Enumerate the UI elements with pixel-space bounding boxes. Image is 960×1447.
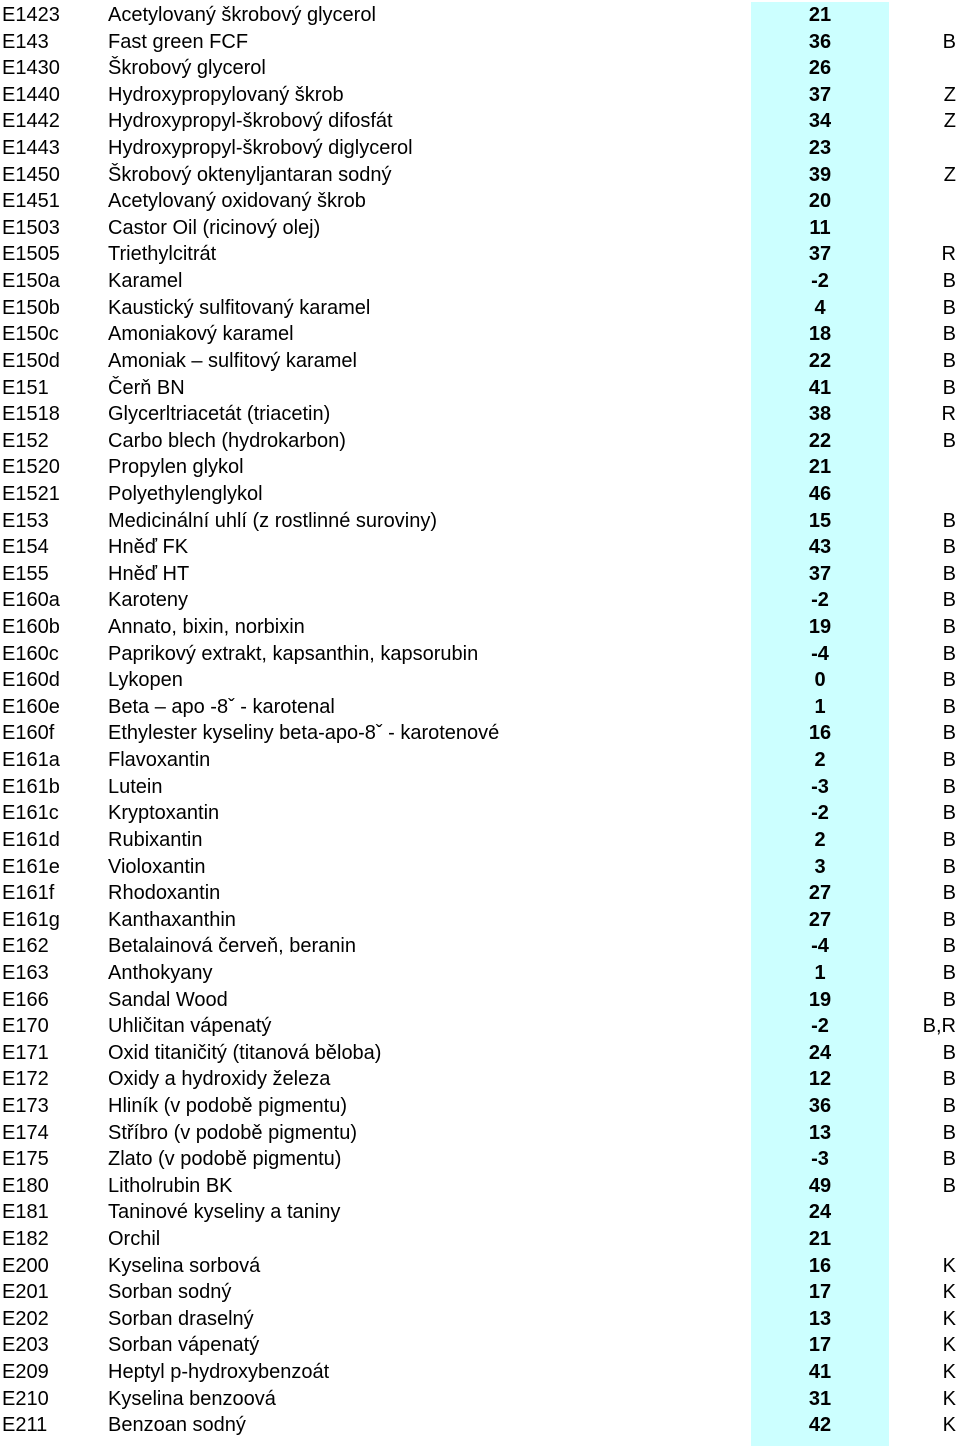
additive-code: E160f bbox=[2, 722, 55, 745]
additive-category: B bbox=[942, 429, 956, 452]
additive-name: Violoxantin bbox=[108, 855, 206, 878]
additive-name: Hydroxypropylovaný škrob bbox=[108, 83, 344, 106]
additive-score: 39 bbox=[808, 163, 832, 186]
additive-code: E1450 bbox=[2, 163, 60, 186]
additive-score: 2 bbox=[814, 749, 826, 772]
additive-name: Amoniakový karamel bbox=[108, 323, 294, 346]
additive-category: B bbox=[942, 589, 956, 612]
additive-code: E1503 bbox=[2, 216, 60, 239]
additive-category: B bbox=[942, 935, 956, 958]
additive-code: E1443 bbox=[2, 137, 60, 160]
additive-name: Sorban draselný bbox=[108, 1307, 254, 1330]
additive-score: 36 bbox=[808, 30, 832, 53]
additive-code: E161a bbox=[2, 749, 60, 772]
table-row bbox=[0, 321, 960, 348]
table-row bbox=[0, 1066, 960, 1093]
additive-name: Acetylovaný škrobový glycerol bbox=[108, 4, 376, 26]
table-row bbox=[0, 561, 960, 588]
additive-code: E160a bbox=[2, 589, 60, 612]
additive-score: 1 bbox=[814, 961, 826, 984]
additive-score: 36 bbox=[808, 1094, 832, 1117]
additive-name: Oxidy a hydroxidy železa bbox=[108, 1068, 331, 1091]
additive-code: E173 bbox=[2, 1094, 49, 1117]
additive-category: K bbox=[942, 1361, 956, 1384]
additive-name: Hněď HT bbox=[108, 562, 190, 585]
additive-score: 31 bbox=[808, 1387, 832, 1410]
additive-name: Taninové kyseliny a taniny bbox=[108, 1201, 341, 1224]
additive-score: 17 bbox=[808, 1334, 832, 1357]
additive-score: 2 bbox=[814, 828, 826, 851]
additive-name: Glycerltriacetát (triacetin) bbox=[108, 403, 331, 426]
additive-score: 0 bbox=[814, 669, 826, 692]
additive-category: K bbox=[942, 1307, 956, 1330]
table-row bbox=[0, 428, 960, 455]
additive-category: B bbox=[942, 270, 956, 293]
additive-name: Anthokyany bbox=[108, 961, 213, 984]
additive-category: B bbox=[942, 616, 956, 639]
additive-score: 3 bbox=[814, 855, 826, 878]
additive-code: E155 bbox=[2, 562, 49, 585]
table-row bbox=[0, 614, 960, 641]
additive-code: E1521 bbox=[2, 482, 60, 505]
additive-name: Hydroxypropyl-škrobový diglycerol bbox=[108, 137, 413, 160]
additive-code: E150b bbox=[2, 296, 60, 319]
table-row bbox=[0, 880, 960, 907]
table-row bbox=[0, 295, 960, 322]
additive-code: E160d bbox=[2, 669, 60, 692]
additive-score: 24 bbox=[808, 1041, 832, 1064]
additive-code: E1423 bbox=[2, 4, 60, 26]
additive-name: Kyselina benzoová bbox=[108, 1387, 276, 1410]
additive-category: B bbox=[942, 961, 956, 984]
additive-category: K bbox=[942, 1387, 956, 1410]
additive-code: E150a bbox=[2, 270, 60, 293]
additive-name: Acetylovaný oxidovaný škrob bbox=[108, 190, 366, 213]
additive-category: B bbox=[942, 1068, 956, 1091]
table-row bbox=[0, 1279, 960, 1306]
additive-name: Rubixantin bbox=[108, 828, 203, 851]
additive-name: Litholrubin BK bbox=[108, 1174, 233, 1197]
table-row bbox=[0, 827, 960, 854]
table-row bbox=[0, 1386, 960, 1413]
table-row bbox=[0, 454, 960, 481]
additive-score: 12 bbox=[808, 1068, 832, 1091]
additive-score: 23 bbox=[808, 137, 832, 160]
additive-category: B bbox=[942, 1121, 956, 1144]
additive-category: B bbox=[942, 908, 956, 931]
additive-category: B bbox=[942, 349, 956, 372]
additive-code: E211 bbox=[2, 1414, 48, 1437]
additive-name: Annato, bixin, norbixin bbox=[108, 616, 305, 639]
additive-name: Sandal Wood bbox=[108, 988, 228, 1011]
additive-name: Kryptoxantin bbox=[108, 802, 220, 825]
additive-name: Paprikový extrakt, kapsanthin, kapsorubin bbox=[108, 642, 479, 665]
additive-score: 13 bbox=[808, 1121, 832, 1144]
additive-code: E210 bbox=[2, 1387, 49, 1410]
table-row bbox=[0, 720, 960, 747]
additive-name: Lutein bbox=[108, 775, 163, 798]
additive-code: E181 bbox=[2, 1201, 49, 1224]
additive-code: E162 bbox=[2, 935, 49, 958]
table-row bbox=[0, 587, 960, 614]
table-row bbox=[0, 960, 960, 987]
additive-score: 24 bbox=[808, 1201, 832, 1224]
additive-name: Orchil bbox=[108, 1228, 161, 1251]
additive-score: 17 bbox=[808, 1281, 832, 1304]
additive-name: Stříbro (v podobě pigmentu) bbox=[108, 1121, 358, 1144]
additive-name: Rhodoxantin bbox=[108, 882, 221, 905]
additive-score: -3 bbox=[811, 1148, 829, 1171]
additive-code: E150c bbox=[2, 323, 59, 346]
table-row bbox=[0, 1226, 960, 1253]
additive-score: -4 bbox=[811, 935, 829, 958]
additive-code: E150d bbox=[2, 349, 60, 372]
additive-score: 16 bbox=[808, 1254, 832, 1277]
table-row bbox=[0, 29, 960, 56]
additive-score: 21 bbox=[808, 4, 832, 26]
additives-table bbox=[0, 2, 960, 1439]
additive-code: E163 bbox=[2, 961, 49, 984]
table-row bbox=[0, 401, 960, 428]
table-row bbox=[0, 1359, 960, 1386]
additive-code: E161d bbox=[2, 828, 60, 851]
additive-name: Amoniak – sulfitový karamel bbox=[108, 349, 357, 372]
additive-code: E175 bbox=[2, 1148, 49, 1171]
additive-code: E201 bbox=[2, 1281, 49, 1304]
additive-category: B bbox=[942, 1094, 956, 1117]
table-row bbox=[0, 188, 960, 215]
additive-score: 19 bbox=[808, 616, 832, 639]
additive-name: Ethylester kyseliny beta-apo-8ˇ - karotenové bbox=[108, 722, 500, 745]
additive-code: E151 bbox=[2, 376, 49, 399]
additive-code: E153 bbox=[2, 509, 49, 532]
table-row bbox=[0, 694, 960, 721]
additive-score: 22 bbox=[808, 429, 832, 452]
additive-name: Škrobový oktenyljantaran sodný bbox=[108, 163, 392, 186]
additive-code: E152 bbox=[2, 429, 49, 452]
additive-score: -2 bbox=[811, 1015, 829, 1038]
additive-category: Z bbox=[943, 83, 956, 106]
additive-code: E1518 bbox=[2, 403, 60, 426]
additive-score: 41 bbox=[808, 376, 832, 399]
table-row bbox=[0, 933, 960, 960]
additive-score: 43 bbox=[808, 536, 832, 559]
additive-name: Betalainová červeň, beranin bbox=[108, 935, 356, 958]
additive-name: Karoteny bbox=[108, 589, 189, 612]
additive-name: Benzoan sodný bbox=[108, 1414, 246, 1437]
additive-name: Hliník (v podobě pigmentu) bbox=[108, 1094, 348, 1117]
additive-name: Hněď FK bbox=[108, 536, 189, 559]
additive-score: -2 bbox=[811, 802, 829, 825]
table-row bbox=[0, 135, 960, 162]
additive-category: R bbox=[941, 243, 956, 266]
additive-code: E161b bbox=[2, 775, 60, 798]
table-row bbox=[0, 641, 960, 668]
additive-code: E1520 bbox=[2, 456, 60, 479]
additive-category: B bbox=[942, 296, 956, 319]
additive-code: E203 bbox=[2, 1334, 49, 1357]
additive-name: Flavoxantin bbox=[108, 749, 211, 772]
additive-name: Polyethylenglykol bbox=[108, 482, 263, 505]
additive-code: E182 bbox=[2, 1228, 49, 1251]
table-row bbox=[0, 907, 960, 934]
table-row bbox=[0, 1146, 960, 1173]
additive-category: B bbox=[942, 828, 956, 851]
additive-score: 37 bbox=[808, 83, 832, 106]
table-row bbox=[0, 1332, 960, 1359]
additive-score: 38 bbox=[808, 403, 832, 426]
additive-code: E209 bbox=[2, 1361, 49, 1384]
table-row bbox=[0, 800, 960, 827]
additive-code: E166 bbox=[2, 988, 49, 1011]
additive-category: B bbox=[942, 1174, 956, 1197]
additive-name: Uhličitan vápenatý bbox=[108, 1015, 272, 1038]
additive-score: 21 bbox=[808, 456, 832, 479]
additive-category: B bbox=[942, 882, 956, 905]
additive-code: E160e bbox=[2, 695, 60, 718]
table-row bbox=[0, 854, 960, 881]
table-row bbox=[0, 241, 960, 268]
table-row bbox=[0, 55, 960, 82]
additive-score: 1 bbox=[814, 695, 826, 718]
additive-code: E160b bbox=[2, 616, 60, 639]
additive-code: E170 bbox=[2, 1015, 49, 1038]
additive-category: B bbox=[942, 722, 956, 745]
additive-score: 13 bbox=[808, 1307, 832, 1330]
additive-score: 49 bbox=[808, 1174, 832, 1197]
table-row bbox=[0, 1013, 960, 1040]
additive-category: Z bbox=[943, 110, 956, 133]
additive-score: 19 bbox=[808, 988, 832, 1011]
additive-score: 27 bbox=[808, 882, 832, 905]
additive-name: Kanthaxanthin bbox=[108, 908, 236, 931]
additive-code: E172 bbox=[2, 1068, 49, 1091]
table-row bbox=[0, 747, 960, 774]
additive-name: Medicinální uhlí (z rostlinné suroviny) bbox=[108, 509, 438, 532]
additive-code: E1442 bbox=[2, 110, 60, 133]
additive-code: E174 bbox=[2, 1121, 49, 1144]
additive-name: Castor Oil (ricinový olej) bbox=[108, 216, 321, 239]
additive-category: B bbox=[942, 802, 956, 825]
additive-score: 21 bbox=[808, 1228, 832, 1251]
table-row bbox=[0, 1173, 960, 1200]
table-row bbox=[0, 1412, 960, 1439]
additive-category: B bbox=[942, 509, 956, 532]
additive-score: -3 bbox=[811, 775, 829, 798]
additive-category: B bbox=[942, 855, 956, 878]
additive-name: Oxid titaničitý (titanová běloba) bbox=[108, 1041, 382, 1064]
additive-category: B bbox=[942, 775, 956, 798]
additive-code: E202 bbox=[2, 1307, 49, 1330]
additive-category: B bbox=[942, 1041, 956, 1064]
additive-name: Lykopen bbox=[108, 669, 183, 692]
table-row bbox=[0, 481, 960, 508]
additive-category: B bbox=[942, 536, 956, 559]
additive-name: Carbo blech (hydrokarbon) bbox=[108, 429, 346, 452]
additive-category: B bbox=[942, 749, 956, 772]
additive-name: Hydroxypropyl-škrobový difosfát bbox=[108, 110, 393, 133]
additive-category: K bbox=[942, 1414, 956, 1437]
additive-score: 37 bbox=[808, 562, 832, 585]
additive-name: Triethylcitrát bbox=[108, 243, 217, 266]
table-row bbox=[0, 1306, 960, 1333]
table-row bbox=[0, 508, 960, 535]
additive-score: 37 bbox=[808, 243, 832, 266]
table-row bbox=[0, 534, 960, 561]
additive-category: K bbox=[942, 1334, 956, 1357]
additive-code: E143 bbox=[2, 30, 49, 53]
additive-code: E1505 bbox=[2, 243, 60, 266]
additive-category: B bbox=[942, 376, 956, 399]
additive-code: E1430 bbox=[2, 57, 60, 80]
additive-name: Zlato (v podobě pigmentu) bbox=[108, 1148, 342, 1171]
table-row bbox=[0, 987, 960, 1014]
additive-score: -2 bbox=[811, 589, 829, 612]
additive-code: E1451 bbox=[2, 190, 60, 213]
additive-code: E1440 bbox=[2, 83, 60, 106]
additive-code: E161e bbox=[2, 855, 60, 878]
additive-code: E161c bbox=[2, 802, 59, 825]
additive-score: 46 bbox=[808, 482, 832, 505]
table-row bbox=[0, 2, 960, 29]
additive-category: B bbox=[942, 562, 956, 585]
additive-name: Kyselina sorbová bbox=[108, 1254, 261, 1277]
table-row bbox=[0, 348, 960, 375]
additive-name: Sorban sodný bbox=[108, 1281, 232, 1304]
additive-score: 15 bbox=[808, 509, 832, 532]
additive-score: 18 bbox=[808, 323, 832, 346]
additive-name: Fast green FCF bbox=[108, 30, 249, 53]
additive-score: 42 bbox=[808, 1414, 832, 1437]
additive-name: Sorban vápenatý bbox=[108, 1334, 260, 1357]
additive-code: E161g bbox=[2, 908, 60, 931]
additive-score: -4 bbox=[811, 642, 829, 665]
table-row bbox=[0, 667, 960, 694]
table-row bbox=[0, 1040, 960, 1067]
additive-category: B bbox=[942, 642, 956, 665]
additive-code: E180 bbox=[2, 1174, 49, 1197]
additive-category: B bbox=[942, 988, 956, 1011]
additive-score: 34 bbox=[808, 110, 832, 133]
additive-name: Beta – apo -8ˇ - karotenal bbox=[108, 695, 335, 718]
additive-score: 20 bbox=[808, 190, 832, 213]
additive-score: 26 bbox=[808, 57, 832, 80]
additive-name: Heptyl p-hydroxybenzoát bbox=[108, 1361, 330, 1384]
table-row bbox=[0, 162, 960, 189]
additive-code: E161f bbox=[2, 882, 55, 905]
table-row bbox=[0, 108, 960, 135]
additive-score: 16 bbox=[808, 722, 832, 745]
additive-score: -2 bbox=[811, 270, 829, 293]
additive-code: E154 bbox=[2, 536, 49, 559]
additive-category: R bbox=[941, 403, 956, 426]
additive-category: B bbox=[942, 695, 956, 718]
table-row bbox=[0, 774, 960, 801]
additive-score: 4 bbox=[814, 296, 826, 319]
additive-name: Kaustický sulfitovaný karamel bbox=[108, 296, 371, 319]
additive-category: B bbox=[942, 1148, 956, 1171]
additive-category: B bbox=[942, 30, 956, 53]
table-row bbox=[0, 268, 960, 295]
additive-category: B bbox=[942, 323, 956, 346]
table-row bbox=[0, 82, 960, 109]
additive-category: Z bbox=[943, 163, 956, 186]
additive-code: E200 bbox=[2, 1254, 49, 1277]
additive-name: Čerň BN bbox=[108, 376, 185, 399]
additive-score: 22 bbox=[808, 349, 832, 372]
additive-category: K bbox=[942, 1254, 956, 1277]
table-row bbox=[0, 1093, 960, 1120]
table-row bbox=[0, 375, 960, 402]
additive-score: 11 bbox=[809, 216, 831, 239]
table-row bbox=[0, 215, 960, 242]
additive-code: E160c bbox=[2, 642, 59, 665]
table-row bbox=[0, 1253, 960, 1280]
additive-name: Škrobový glycerol bbox=[108, 57, 266, 80]
additive-category: B,R bbox=[922, 1015, 956, 1038]
additive-name: Propylen glykol bbox=[108, 456, 244, 479]
additive-score: 27 bbox=[808, 908, 832, 931]
additive-name: Karamel bbox=[108, 270, 183, 293]
additive-category: B bbox=[942, 669, 956, 692]
table-row bbox=[0, 1120, 960, 1147]
additive-code: E171 bbox=[2, 1041, 49, 1064]
additive-category: K bbox=[942, 1281, 956, 1304]
table-row bbox=[0, 1199, 960, 1226]
additive-score: 41 bbox=[808, 1361, 832, 1384]
